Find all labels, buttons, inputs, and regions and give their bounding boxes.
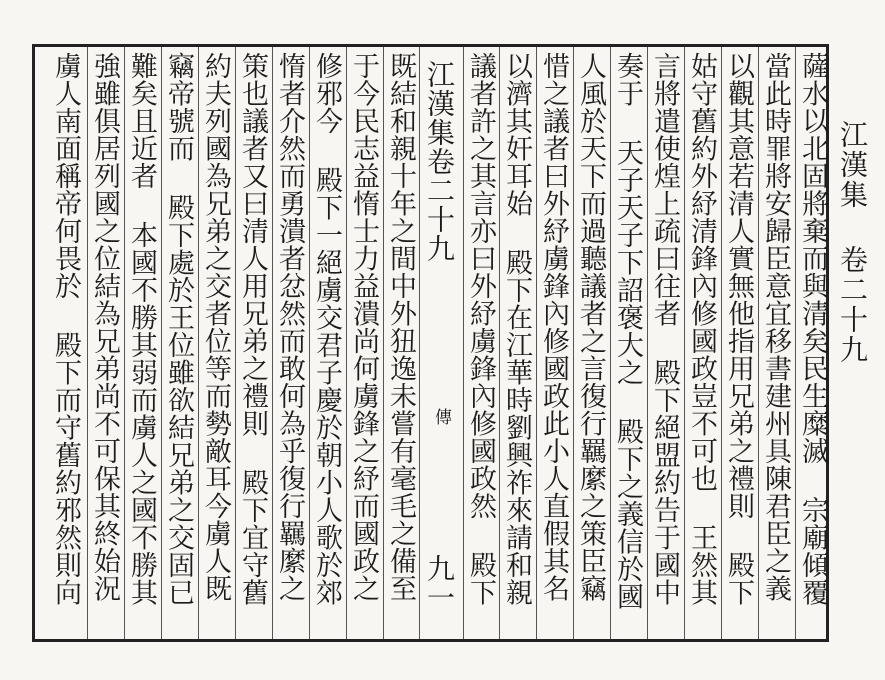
text-column: 修邪今 殿下一絕虜交君子慶於朝小人歌於郊 (311, 52, 342, 606)
text-column: 言將遣使煌上疏曰往者 殿下絕盟約告于國中 (649, 52, 680, 606)
text-column: 人風於天下而過聽議者之言復行羈縻之策臣竊 (575, 52, 606, 602)
column-rule (721, 47, 722, 639)
text-column: 當此時罪將安歸臣意宜移書建州具陳君臣之義 (760, 52, 791, 602)
text-column: 強雖俱居列國之位結為兄弟尚不可保其終始況 (89, 52, 120, 602)
text-column: 竊帝號而 殿下處於王位雖欲結兄弟之交固已 (163, 52, 194, 606)
column-rule (309, 47, 310, 639)
text-column: 薩水以北固將棄而與清矣民生糜滅 宗廟傾覆 (797, 52, 828, 606)
column-rule (610, 47, 611, 639)
column-rule (647, 47, 648, 639)
column-rule (87, 47, 88, 639)
text-column: 以觀其意若清人實無他指用兄弟之禮則 殿下 (723, 52, 754, 606)
column-rule (346, 47, 347, 639)
center-fold-column (419, 52, 463, 634)
column-rule (161, 47, 162, 639)
column-rule (198, 47, 199, 639)
text-column: 約夫列國為兄弟之交者位等而勢敵耳今虜人既 (200, 52, 231, 602)
text-column: 奏于 天子天子下詔褒大之 殿下之義信於國 (612, 52, 643, 610)
text-column: 策也議者又曰清人用兄弟之禮則 殿下宜守舊 (237, 52, 268, 606)
column-rule (536, 47, 537, 639)
column-rule (795, 47, 796, 639)
column-rule (383, 47, 384, 639)
text-column: 姑守舊約外紓清鋒內修國政豈不可也 王然其 (686, 52, 717, 606)
column-rule (573, 47, 574, 639)
text-column: 虜人南面稱帝何畏於 殿下而守舊約邪然則向 (50, 52, 81, 606)
text-column: 既結和親十年之間中外狃逸未嘗有毫毛之備至 (385, 52, 416, 602)
column-rule (463, 47, 464, 639)
text-column: 惜之議者曰外紓虜鋒內修國政此小人直假其名 (538, 52, 569, 602)
text-column: 難矣且近者 本國不勝其弱而虜人之國不勝其 (126, 52, 157, 606)
column-rule (235, 47, 236, 639)
running-head: 江漢集 卷二十九 (836, 120, 869, 365)
text-column: 于今民志益惰士力益潰尚何虜鋒之紓而國政之 (348, 52, 379, 602)
column-rule (684, 47, 685, 639)
column-rule (499, 47, 500, 639)
chapter-label: 傳 (431, 408, 451, 425)
book-title: 江漢集卷二十九 (423, 60, 456, 263)
column-rule (758, 47, 759, 639)
text-column: 惰者介然而勇潰者忿然而敢何為乎復行羈縻之 (274, 52, 305, 602)
column-rule (124, 47, 125, 639)
text-column: 議者許之其言亦曰外紓虜鋒內修國政然 殿下 (465, 52, 496, 606)
page-number: 九一 (423, 554, 456, 612)
text-column: 以濟其奸耳始 殿下在江華時劉興祚來請和親 (501, 52, 532, 606)
column-rule (272, 47, 273, 639)
